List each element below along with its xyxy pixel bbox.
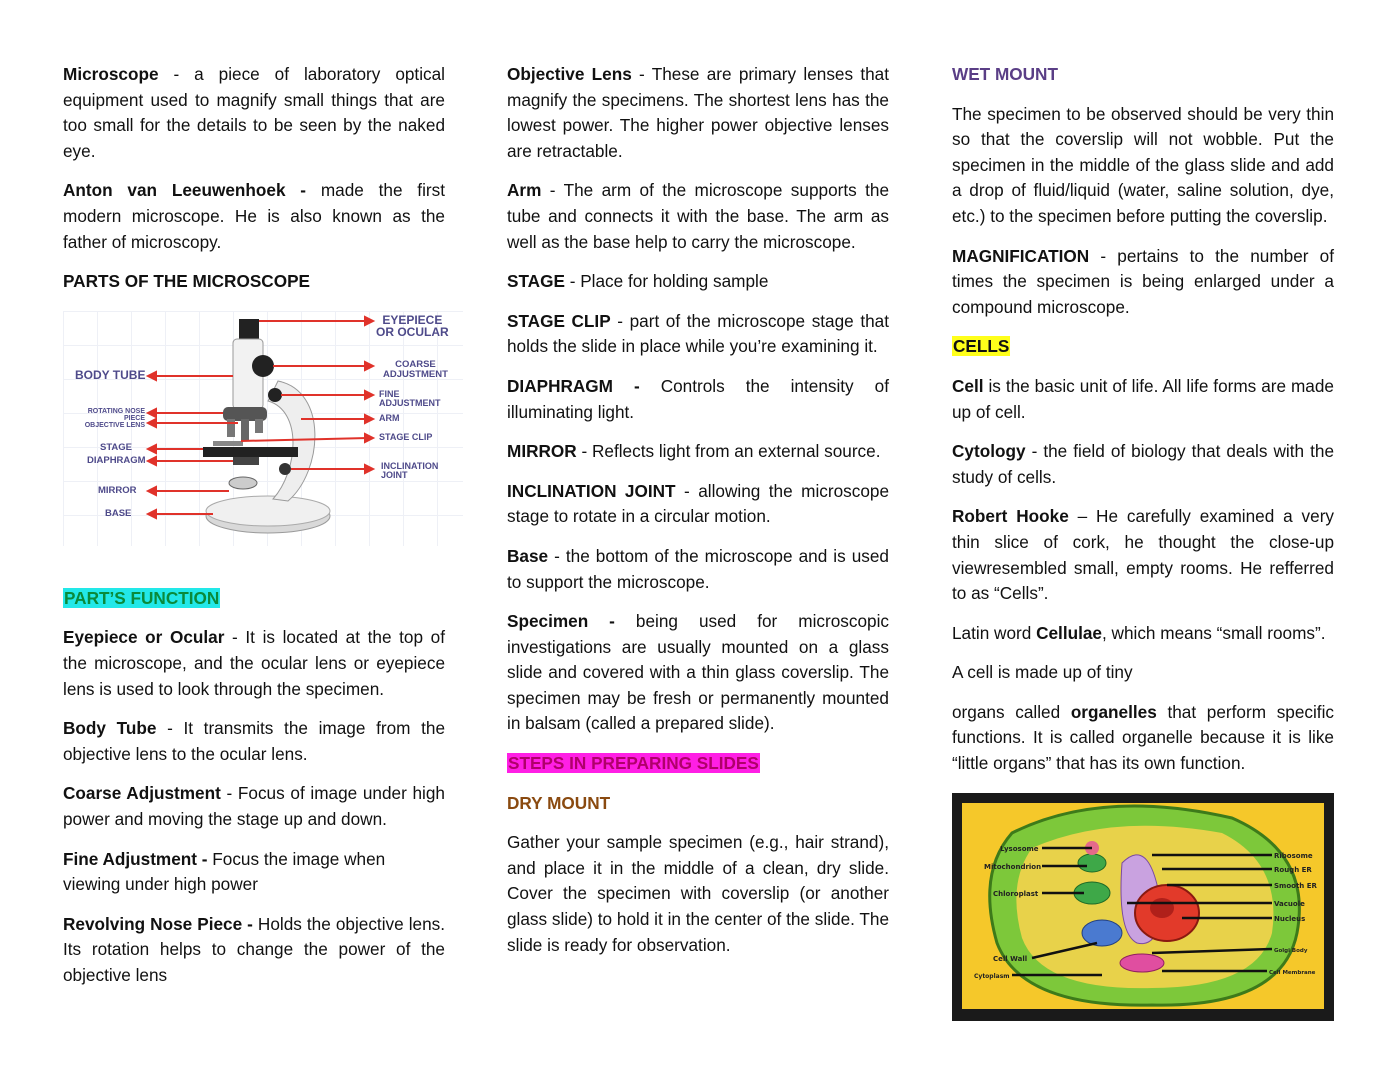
term-fine: Fine Adjustment -: [63, 848, 208, 869]
label-eyepiece-line2: OR OCULAR: [376, 325, 449, 340]
organelles-definition: [952, 700, 1334, 777]
label-base: BASE: [105, 507, 132, 519]
coarse-definition: [63, 781, 445, 832]
leeuwenhoek-definition: [63, 178, 445, 255]
def-eyepiece: - It is located at the top of the microscope, and the ocular lens or eyepiece lens is used to look through the specimen.: [63, 627, 445, 699]
term-mirror: MIRROR: [507, 441, 577, 462]
diaphragm-definition: [507, 374, 889, 425]
cytology-definition: [952, 439, 1334, 490]
label-eyepiece: [376, 314, 449, 339]
cell-label-cell-wall: Cell Wall: [993, 954, 1028, 963]
steps-heading: [507, 751, 889, 777]
term-cellulae: Cellulae: [1036, 622, 1102, 643]
term-magnification: MAGNIFICATION: [952, 245, 1090, 266]
organs-pre: organs called: [952, 701, 1071, 722]
label-coarse-line2: ADJUSTMENT: [383, 368, 448, 380]
label-inclination-line2: JOINT: [381, 470, 408, 481]
specimen-definition: [507, 609, 889, 737]
term-eyepiece: Eyepiece or Ocular: [63, 627, 225, 648]
cells-heading-text: CELLS: [953, 336, 1010, 357]
magnification-definition: [952, 244, 1334, 321]
column-1: [63, 62, 449, 1002]
term-arm: Arm: [507, 180, 542, 201]
def-arm: - The arm of the microscope supports the tube and connects it with the base. The arm as well as the base help to carry the microscope.: [507, 180, 889, 252]
term-cytology: Cytology: [952, 441, 1026, 462]
organs-post: that perform specific functions. It is called organelle because it is like “little organs” that has its own function.: [952, 701, 1334, 774]
def-coarse: - Focus of image under high power and moving the stage up and down.: [63, 783, 445, 829]
term-cell: Cell: [952, 375, 984, 396]
label-mirror: MIRROR: [98, 484, 137, 496]
cell-label-golgi: Golgi Body: [1274, 947, 1308, 954]
label-inclination-line1: INCLINATION: [381, 460, 439, 471]
cell-label-rough-er: Rough ER: [1274, 865, 1312, 874]
label-coarse-line1: COARSE: [395, 358, 436, 370]
label-stage-clip: STAGE CLIP: [379, 431, 433, 442]
stage-definition: [507, 269, 889, 295]
bodytube-definition: [63, 716, 445, 767]
term-coarse: Coarse Adjustment: [63, 783, 221, 804]
label-inclination-joint: [381, 462, 438, 481]
cell-label-vacuole: Vacuole: [1274, 899, 1305, 908]
def-leeuwenhoek: made the first modern microscope. He is also known as the father of microscopy.: [63, 180, 445, 252]
hooke-definition: [952, 504, 1334, 606]
plant-cell-illustration: [952, 793, 1334, 1021]
def-diaphragm: Controls the intensity of illuminating light.: [507, 375, 889, 422]
objective-definition: [507, 62, 889, 164]
cell-label-membrane: Cell Membrane: [1269, 969, 1316, 976]
latin-pre: Latin word: [952, 622, 1037, 643]
term-microscope: Microscope: [63, 64, 159, 84]
term-stage: STAGE: [507, 271, 565, 292]
def-microscope: - a piece of laboratory optical equipment used to magnify small things that are too small for the details to be seen by the naked eye.: [63, 64, 445, 161]
column-2: [507, 62, 889, 972]
fine-definition: [63, 847, 445, 898]
function-heading: [63, 586, 445, 612]
def-base: - the bottom of the microscope and is used to support the microscope.: [507, 545, 889, 592]
label-nose-piece: [65, 408, 145, 430]
label-arm: ARM: [379, 412, 400, 423]
term-objective: Objective Lens: [507, 64, 632, 84]
mirror-definition: [507, 439, 889, 465]
label-body-tube: BODY TUBE: [75, 367, 146, 382]
term-joint: INCLINATION JOINT: [507, 480, 676, 501]
wet-mount-heading: WET MOUNT: [952, 64, 1058, 84]
def-specimen: being used for microscopic investigations are usually mounted on a glass slide and covered with a thin glass coverslip. The specimen may be fresh or permanently mounted in balsam (called a prepared slide).: [507, 611, 889, 734]
def-fine: Focus the image when viewing under high power: [63, 848, 386, 895]
cell-label-chloroplast: Chloroplast: [993, 889, 1039, 898]
term-hooke: Robert Hooke: [952, 506, 1069, 527]
term-nosepiece: Revolving Nose Piece -: [63, 913, 253, 934]
nosepiece-definition: [63, 912, 445, 989]
joint-definition: [507, 479, 889, 530]
def-cell: is the basic unit of life. All life forms are made up of cell.: [952, 375, 1334, 422]
label-fine-adjustment: FINE ADJUSTMENT: [379, 388, 441, 409]
cell-label-smooth-er: Smooth ER: [1274, 881, 1317, 890]
def-nosepiece: Holds the objective lens. Its rotation helps to change the power of the objective lens: [63, 913, 446, 985]
latin-post: , which means “small rooms”.: [1102, 622, 1326, 643]
cell-label-nucleus: Nucleus: [1274, 914, 1306, 923]
label-coarse: [383, 360, 448, 380]
steps-heading-text: STEPS IN PREPARING SLIDES: [508, 753, 759, 774]
dry-mount-text: Gather your sample specimen (e.g., hair strand), and place it in the middle of a clean, dry slide. Cover the specimen with coverslip (or another glass slide) to hold it in the center of the slide. The slide is ready for observation.: [507, 832, 889, 955]
term-organelles: organelles: [1070, 701, 1157, 722]
cell-label-lysosome: Lysosome: [1000, 844, 1039, 853]
def-magnification: - pertains to the number of times the specimen is being enlarged under a compound microscope.: [952, 245, 1334, 317]
label-stage: STAGE: [100, 441, 133, 453]
dry-mount-heading: DRY MOUNT: [507, 792, 611, 813]
microscope-diagram: [63, 311, 463, 546]
term-specimen: Specimen -: [507, 611, 615, 632]
label-eyepiece-line1: EYEPIECE: [382, 312, 443, 327]
cell-label-ribosome: Ribosome: [1274, 851, 1313, 860]
def-cytology: - the field of biology that deals with the study of cells.: [952, 441, 1334, 487]
cell-label-mitochondrion: Mitochondrion: [984, 862, 1042, 871]
label-nose-line2: OBJECTIVE LENS: [84, 422, 145, 430]
base-definition: [507, 544, 889, 595]
def-joint: - allowing the microscope stage to rotate in a circular motion.: [507, 480, 889, 527]
microscope-definition: [63, 62, 445, 164]
term-bodytube: Body Tube: [63, 718, 157, 739]
def-objective: - These are primary lenses that magnify the specimens. The shortest lens has the lowest power. The higher power objective lenses are retractable.: [507, 64, 889, 161]
def-hooke: – He carefully examined a very thin slice of cork, he thought the close-up viewresembled small, empty rooms. He refferred to as “Cells”.: [952, 506, 1335, 604]
function-heading-text: PART’S FUNCTION: [64, 587, 220, 608]
term-leeuwenhoek: Anton van Leeuwenhoek -: [63, 180, 307, 201]
parts-heading: PARTS OF THE MICROSCOPE: [63, 271, 311, 292]
label-nose-line1: ROTATING NOSE PIECE: [87, 407, 145, 423]
cell-definition: [952, 374, 1334, 425]
label-diaphragm: DIAPHRAGM: [87, 454, 146, 466]
term-diaphragm: DIAPHRAGM -: [507, 375, 640, 396]
cells-heading: [952, 334, 1334, 360]
latin-definition: [952, 621, 1334, 647]
def-clip: - part of the microscope stage that holds the slide in place while you’re examining it.: [507, 310, 889, 357]
wet-mount-text: The specimen to be observed should be very thin so that the coverslip will not wobble. Put the specimen in the middle of the glass slide and add a drop of fluid/liquid (water, saline solution, dye, etc.) to the specimen before putting the coverslip.: [952, 103, 1334, 226]
term-base: Base: [507, 545, 549, 566]
eyepiece-definition: [63, 625, 445, 702]
arm-definition: [507, 178, 889, 255]
tiny-text: A cell is made up of tiny: [952, 662, 1133, 683]
clip-definition: [507, 309, 889, 360]
term-clip: STAGE CLIP: [507, 310, 611, 331]
cell-label-cytoplasm: Cytoplasm: [974, 972, 1010, 980]
def-bodytube: - It transmits the image from the objective lens to the ocular lens.: [63, 718, 446, 764]
def-mirror: - Reflects light from an external source.: [576, 441, 881, 462]
column-3: [952, 62, 1334, 1028]
def-stage: - Place for holding sample: [564, 271, 769, 292]
